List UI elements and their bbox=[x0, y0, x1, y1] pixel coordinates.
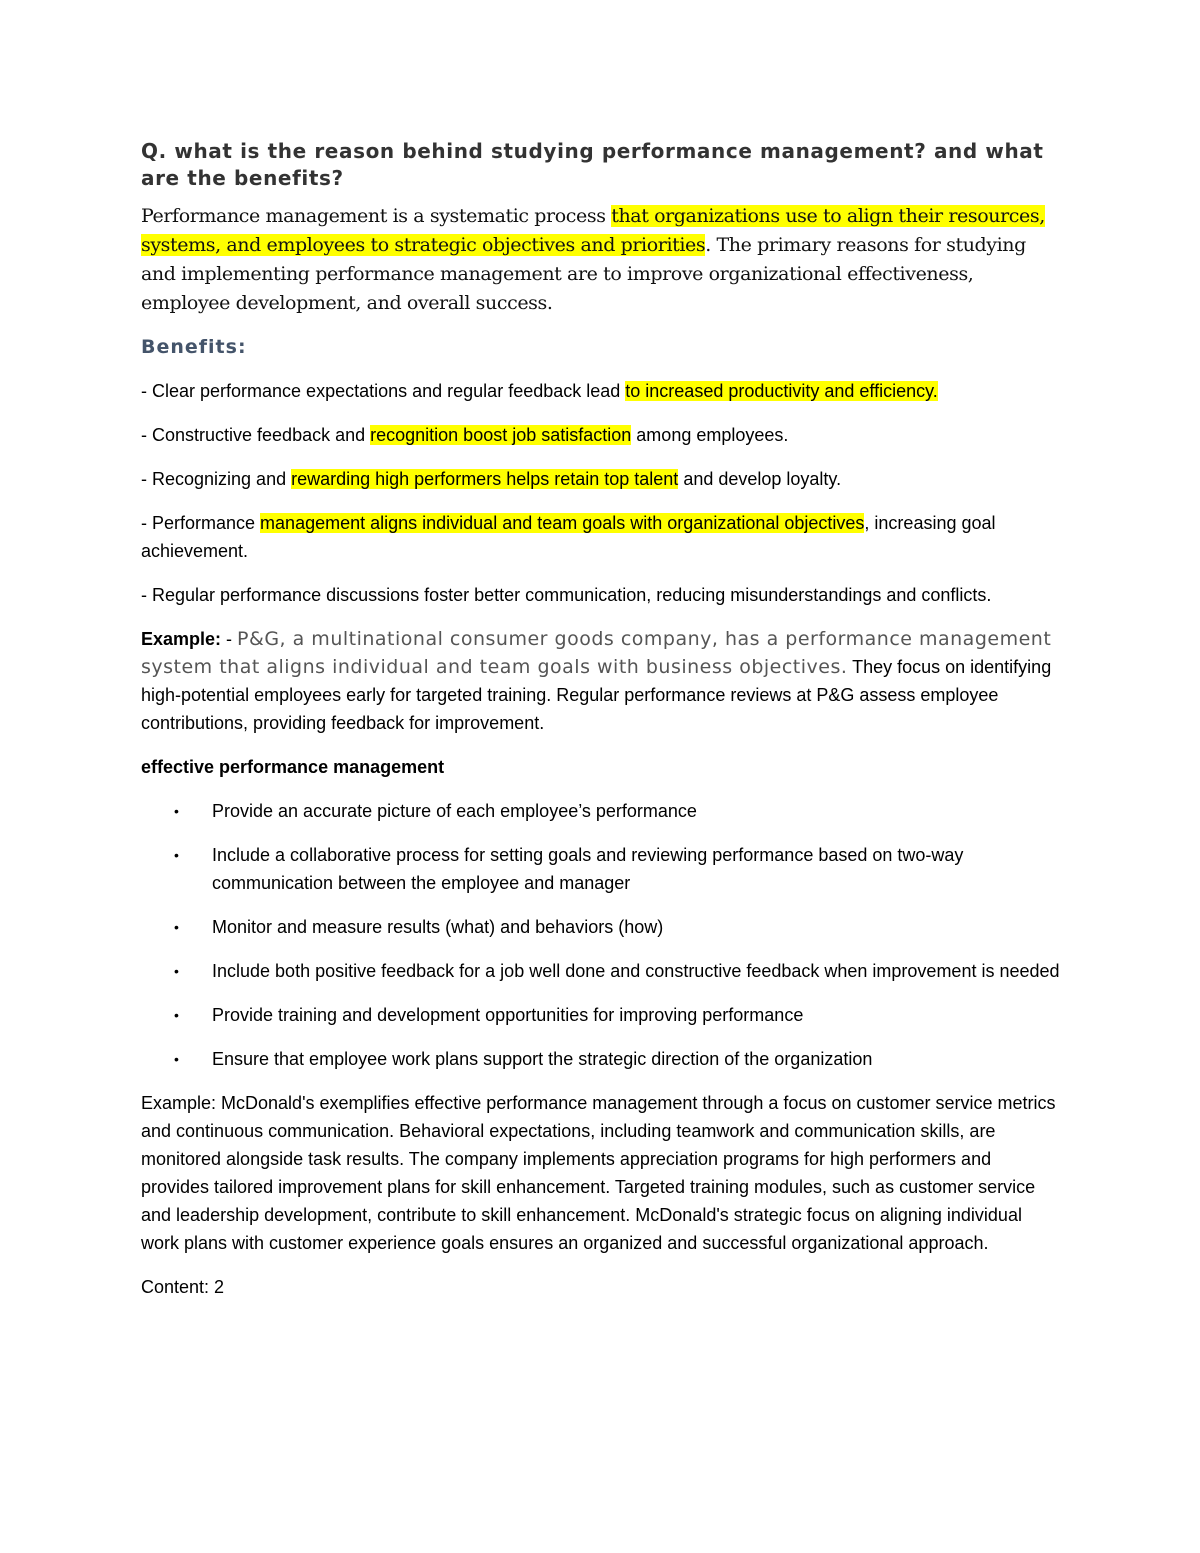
bullet-icon: • bbox=[174, 803, 179, 819]
list-item-text: Provide training and development opportunities for improving performance bbox=[212, 1005, 804, 1025]
list-item-text: Provide an accurate picture of each employee’s performance bbox=[212, 801, 697, 821]
list-item bbox=[141, 1001, 1061, 1029]
benefit-highlight: rewarding high performers helps retain top talent bbox=[291, 469, 679, 489]
benefit-highlight: management aligns individual and team goals with organizational objectives bbox=[260, 513, 865, 533]
benefit-text: among employees. bbox=[631, 425, 789, 445]
question-heading: Q. what is the reason behind studying performance management? and what are the benefits? bbox=[141, 139, 1044, 190]
bullet-icon: • bbox=[174, 1007, 179, 1023]
benefit-item bbox=[141, 581, 1061, 609]
benefit-text: , increasing goal achievement. bbox=[141, 513, 996, 561]
intro-text-start: Performance management is a systematic process bbox=[141, 205, 612, 227]
benefit-text: - Recognizing and bbox=[141, 469, 292, 489]
benefit-highlight: recognition boost job satisfaction bbox=[370, 425, 632, 445]
document-body bbox=[141, 138, 1061, 1317]
content-label: Content: 2 bbox=[141, 1277, 225, 1297]
intro-paragraph bbox=[141, 202, 1061, 318]
benefit-highlight: to increased productivity and efficiency. bbox=[625, 381, 938, 401]
benefit-item bbox=[141, 509, 1061, 565]
list-item bbox=[141, 1045, 1061, 1073]
example-dash: - bbox=[221, 629, 238, 649]
list-item bbox=[141, 797, 1061, 825]
list-item-text: Include a collaborative process for setting goals and reviewing performance based on two-way communication between the employee and manager bbox=[212, 845, 964, 893]
benefit-text: - Regular performance discussions foster better communication, reducing misunderstandings and conflicts. bbox=[141, 585, 992, 605]
benefit-text: - Constructive feedback and bbox=[141, 425, 371, 445]
bullet-icon: • bbox=[174, 847, 179, 863]
example-pg-rest: They focus on identifying high-potential employees early for targeted training. Regular performance reviews at P&G assess employee contributions, providing feedback for improvement. bbox=[141, 657, 1052, 733]
example-label: Example: bbox=[141, 629, 222, 649]
list-item-text: Monitor and measure results (what) and behaviors (how) bbox=[212, 917, 664, 937]
list-item bbox=[141, 841, 1061, 897]
effective-list bbox=[141, 797, 1061, 1073]
list-item bbox=[141, 913, 1061, 941]
intro-highlight: that organizations use to align their resources, systems, and employees to strategic objectives and priorities bbox=[141, 205, 1045, 256]
list-item-text: Include both positive feedback for a job well done and constructive feedback when improvement is needed bbox=[212, 961, 1060, 981]
bullet-icon: • bbox=[174, 1051, 179, 1067]
benefit-text: - Clear performance expectations and regular feedback lead bbox=[141, 381, 626, 401]
intro-text-end: . The primary reasons for studying and implementing performance management are to improve organizational effectiveness, employee development, and overall success. bbox=[141, 234, 1026, 314]
benefit-item bbox=[141, 465, 1061, 493]
benefit-item bbox=[141, 421, 1061, 449]
benefit-item bbox=[141, 377, 1061, 405]
benefit-text: - Performance bbox=[141, 513, 261, 533]
list-item-text: Ensure that employee work plans support the strategic direction of the organization bbox=[212, 1049, 873, 1069]
bullet-icon: • bbox=[174, 919, 179, 935]
bullet-icon: • bbox=[174, 963, 179, 979]
example-pg-paragraph bbox=[141, 625, 1061, 737]
effective-heading: effective performance management bbox=[141, 757, 445, 777]
benefits-heading: Benefits: bbox=[141, 336, 247, 358]
example-mcdonalds-paragraph: Example: McDonald's exemplifies effective performance management through a focus on customer service metrics and continuous communication. Behavioral expectations, including teamwork and communication skills, are monitored alongside task results. The company implements appreciation programs for high performers and provides tailored improvement plans for skill enhancement. Targeted training modules, such as customer service and leadership development, contribute to skill enhancement. McDonald's strategic focus on aligning individual work plans with customer experience goals ensures an organized and successful organizational approach. bbox=[141, 1093, 1056, 1253]
list-item bbox=[141, 957, 1061, 985]
example-pg-intro: P&G, a multinational consumer goods company, has a performance management system that aligns individual and team goals with business objectives. bbox=[141, 628, 1052, 678]
benefit-text: and develop loyalty. bbox=[678, 469, 842, 489]
